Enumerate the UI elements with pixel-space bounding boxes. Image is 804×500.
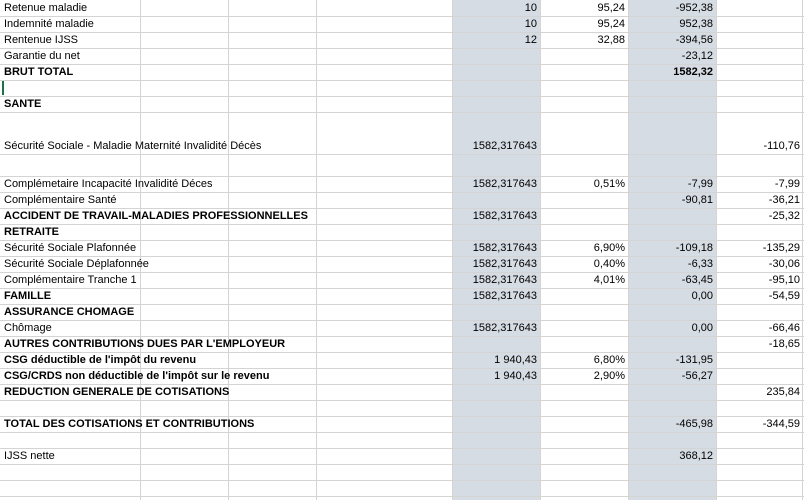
table-row (0, 384, 804, 400)
cell-base[interactable]: 1582,317643 (472, 274, 537, 286)
table-row (0, 192, 804, 208)
table-row (0, 352, 804, 368)
cell-montant[interactable]: -90,81 (681, 194, 713, 206)
table-row (0, 368, 804, 384)
cell-taux[interactable] (540, 336, 625, 352)
cell-base[interactable]: 1582,317643 (472, 210, 537, 222)
table-row (0, 272, 804, 288)
cell-base[interactable]: 10 (524, 18, 537, 30)
cell-taux[interactable] (540, 320, 625, 336)
table-row (0, 240, 804, 256)
cell-base[interactable] (452, 48, 537, 64)
cell-label[interactable]: REDUCTION GENERALE DE COTISATIONS (4, 386, 230, 398)
cell-base[interactable] (452, 224, 537, 240)
cell-label[interactable]: Complémentaire Tranche 1 (4, 274, 137, 286)
cell-montant[interactable]: -394,56 (675, 34, 713, 46)
cell-employeur[interactable] (716, 304, 800, 320)
cell-label[interactable]: SANTE (4, 98, 42, 110)
cell-base[interactable] (452, 192, 537, 208)
table-row (0, 304, 804, 320)
row-gridline (0, 480, 804, 481)
row-gridline (0, 112, 804, 113)
cell-montant[interactable] (628, 208, 713, 224)
cell-montant[interactable]: -131,95 (675, 354, 713, 366)
cell-taux[interactable] (540, 448, 625, 464)
cell-label[interactable]: Sécurité Sociale Plafonnée (4, 242, 137, 254)
cell-base[interactable]: 1 940,43 (494, 354, 537, 366)
cell-base[interactable] (452, 448, 537, 464)
cell-montant[interactable]: -465,98 (675, 418, 713, 430)
cell-label[interactable]: Sécurité Sociale - Maladie Maternité Invalidité Décès (4, 140, 262, 152)
cell-montant[interactable] (628, 384, 713, 400)
cell-employeur[interactable]: -344,59 (762, 418, 800, 430)
cell-employeur[interactable] (716, 16, 800, 32)
cell-employeur[interactable] (716, 64, 800, 80)
cell-taux[interactable] (540, 208, 625, 224)
cell-label[interactable]: FAMILLE (4, 290, 52, 302)
cell-base[interactable] (452, 304, 537, 320)
cell-label[interactable]: TOTAL DES COTISATIONS ET CONTRIBUTIONS (4, 418, 255, 430)
cell-montant[interactable]: -63,45 (681, 274, 713, 286)
cell-label[interactable]: CSG/CRDS non déductible de l'impôt sur le revenu (4, 370, 270, 382)
cell-label[interactable]: RETRAITE (4, 226, 59, 238)
cell-employeur[interactable]: -36,21 (768, 194, 800, 206)
cell-employeur[interactable] (716, 96, 800, 112)
cell-taux[interactable]: 0,40% (593, 258, 625, 270)
cell-label[interactable]: Sécurité Sociale Déplafonnée (4, 258, 149, 270)
table-row (0, 224, 804, 240)
cell-employeur[interactable]: -54,59 (768, 290, 800, 302)
cell-employeur[interactable]: -135,29 (762, 242, 800, 254)
cell-taux[interactable] (540, 48, 625, 64)
cell-montant[interactable] (628, 96, 713, 112)
table-row (0, 176, 804, 192)
cell-label[interactable]: Complémentaire Santé (4, 194, 117, 206)
cell-montant[interactable]: -56,27 (681, 370, 713, 382)
cell-taux[interactable] (540, 224, 625, 240)
table-row (0, 448, 804, 464)
cell-taux[interactable]: 95,24 (597, 18, 625, 30)
cell-montant[interactable]: -6,33 (687, 258, 713, 270)
cell-taux[interactable] (540, 96, 625, 112)
table-row (0, 64, 804, 80)
cell-taux[interactable] (540, 288, 625, 304)
cell-montant[interactable]: 952,38 (679, 18, 713, 30)
cell-label[interactable]: IJSS nette (4, 450, 55, 462)
cell-taux[interactable] (540, 138, 625, 154)
cell-montant[interactable] (628, 304, 713, 320)
cell-label[interactable]: Chômage (4, 322, 52, 334)
cell-taux[interactable]: 32,88 (597, 34, 625, 46)
cell-base[interactable]: 1582,317643 (472, 178, 537, 190)
cell-base[interactable]: 12 (524, 34, 537, 46)
cell-employeur[interactable] (716, 448, 800, 464)
cell-taux[interactable]: 95,24 (597, 2, 625, 14)
row-gridline (0, 432, 804, 433)
cell-base[interactable] (452, 384, 537, 400)
cell-base[interactable] (452, 336, 537, 352)
cell-montant[interactable] (628, 224, 713, 240)
cell-taux[interactable] (540, 64, 625, 80)
cell-montant[interactable]: -952,38 (675, 2, 713, 14)
cell-taux[interactable] (540, 192, 625, 208)
row-gridline (0, 496, 804, 497)
cell-employeur[interactable]: -30,06 (768, 258, 800, 270)
cell-taux[interactable]: 2,90% (593, 370, 625, 382)
table-row (0, 336, 804, 352)
table-row (0, 256, 804, 272)
cell-base[interactable]: 1582,317643 (472, 242, 537, 254)
cell-montant[interactable]: 0,00 (691, 322, 713, 334)
row-gridline (0, 154, 804, 155)
table-row (0, 96, 804, 112)
cell-taux[interactable]: 6,80% (593, 354, 625, 366)
cell-montant[interactable] (628, 138, 713, 154)
cell-taux[interactable]: 0,51% (593, 178, 625, 190)
cell-montant[interactable]: 0,00 (691, 290, 713, 302)
cell-employeur[interactable]: -7,99 (774, 178, 800, 190)
cell-employeur[interactable]: -95,10 (768, 274, 800, 286)
table-row (0, 208, 804, 224)
cell-label[interactable]: Retenue maladie (4, 2, 88, 14)
cell-label[interactable]: Complémetaire Incapacité Invalidité Déces (4, 178, 213, 190)
cell-employeur[interactable] (716, 0, 800, 16)
cell-montant[interactable]: -7,99 (687, 178, 713, 190)
cell-label[interactable]: BRUT TOTAL (4, 66, 74, 78)
table-row (0, 32, 804, 48)
table-row (0, 0, 804, 16)
table-row (0, 16, 804, 32)
active-cell-cursor (2, 81, 4, 95)
row-gridline (0, 400, 804, 401)
cell-label[interactable]: Indemnité maladie (4, 18, 94, 30)
cell-montant[interactable]: -23,12 (681, 50, 713, 62)
cell-base[interactable]: 1582,317643 (472, 140, 537, 152)
cell-base[interactable]: 10 (524, 2, 537, 14)
cell-employeur[interactable]: 235,84 (766, 386, 800, 398)
cell-employeur[interactable] (716, 48, 800, 64)
cell-label[interactable]: Garantie du net (4, 50, 80, 62)
cell-employeur[interactable] (716, 352, 800, 368)
cell-employeur[interactable]: -66,46 (768, 322, 800, 334)
cell-montant[interactable]: -109,18 (675, 242, 713, 254)
cell-employeur[interactable] (716, 368, 800, 384)
cell-taux[interactable] (540, 304, 625, 320)
cell-montant[interactable]: 1582,32 (673, 66, 713, 78)
table-row (0, 416, 804, 432)
cell-taux[interactable]: 4,01% (593, 274, 625, 286)
cell-base[interactable]: 1582,317643 (472, 322, 537, 334)
cell-taux[interactable]: 6,90% (593, 242, 625, 254)
cell-taux[interactable] (540, 416, 625, 432)
cell-label[interactable]: CSG déductible de l'impôt du revenu (4, 354, 197, 366)
cell-montant[interactable]: 368,12 (679, 450, 713, 462)
cell-employeur[interactable] (716, 32, 800, 48)
cell-label[interactable]: Rentenue IJSS (4, 34, 78, 46)
row-gridline (0, 464, 804, 465)
table-row (0, 138, 804, 154)
cell-label[interactable]: ACCIDENT DE TRAVAIL-MALADIES PROFESSIONNELLES (4, 210, 308, 222)
cell-employeur[interactable]: -18,65 (768, 338, 800, 350)
cell-base[interactable] (452, 64, 537, 80)
cell-base[interactable]: 1 940,43 (494, 370, 537, 382)
cell-employeur[interactable]: -25,32 (768, 210, 800, 222)
row-gridline (0, 80, 804, 81)
table-row (0, 320, 804, 336)
cell-base[interactable]: 1582,317643 (472, 258, 537, 270)
cell-montant[interactable] (628, 336, 713, 352)
table-row (0, 48, 804, 64)
cell-employeur[interactable]: -110,76 (763, 140, 800, 152)
cell-employeur[interactable] (716, 224, 800, 240)
table-row (0, 288, 804, 304)
cell-base[interactable] (452, 96, 537, 112)
cell-base[interactable] (452, 416, 537, 432)
cell-base[interactable]: 1582,317643 (472, 290, 537, 302)
cell-taux[interactable] (540, 384, 625, 400)
cell-label[interactable]: ASSURANCE CHOMAGE (4, 306, 135, 318)
cell-label[interactable]: AUTRES CONTRIBUTIONS DUES PAR L'EMPLOYEUR (4, 338, 286, 350)
